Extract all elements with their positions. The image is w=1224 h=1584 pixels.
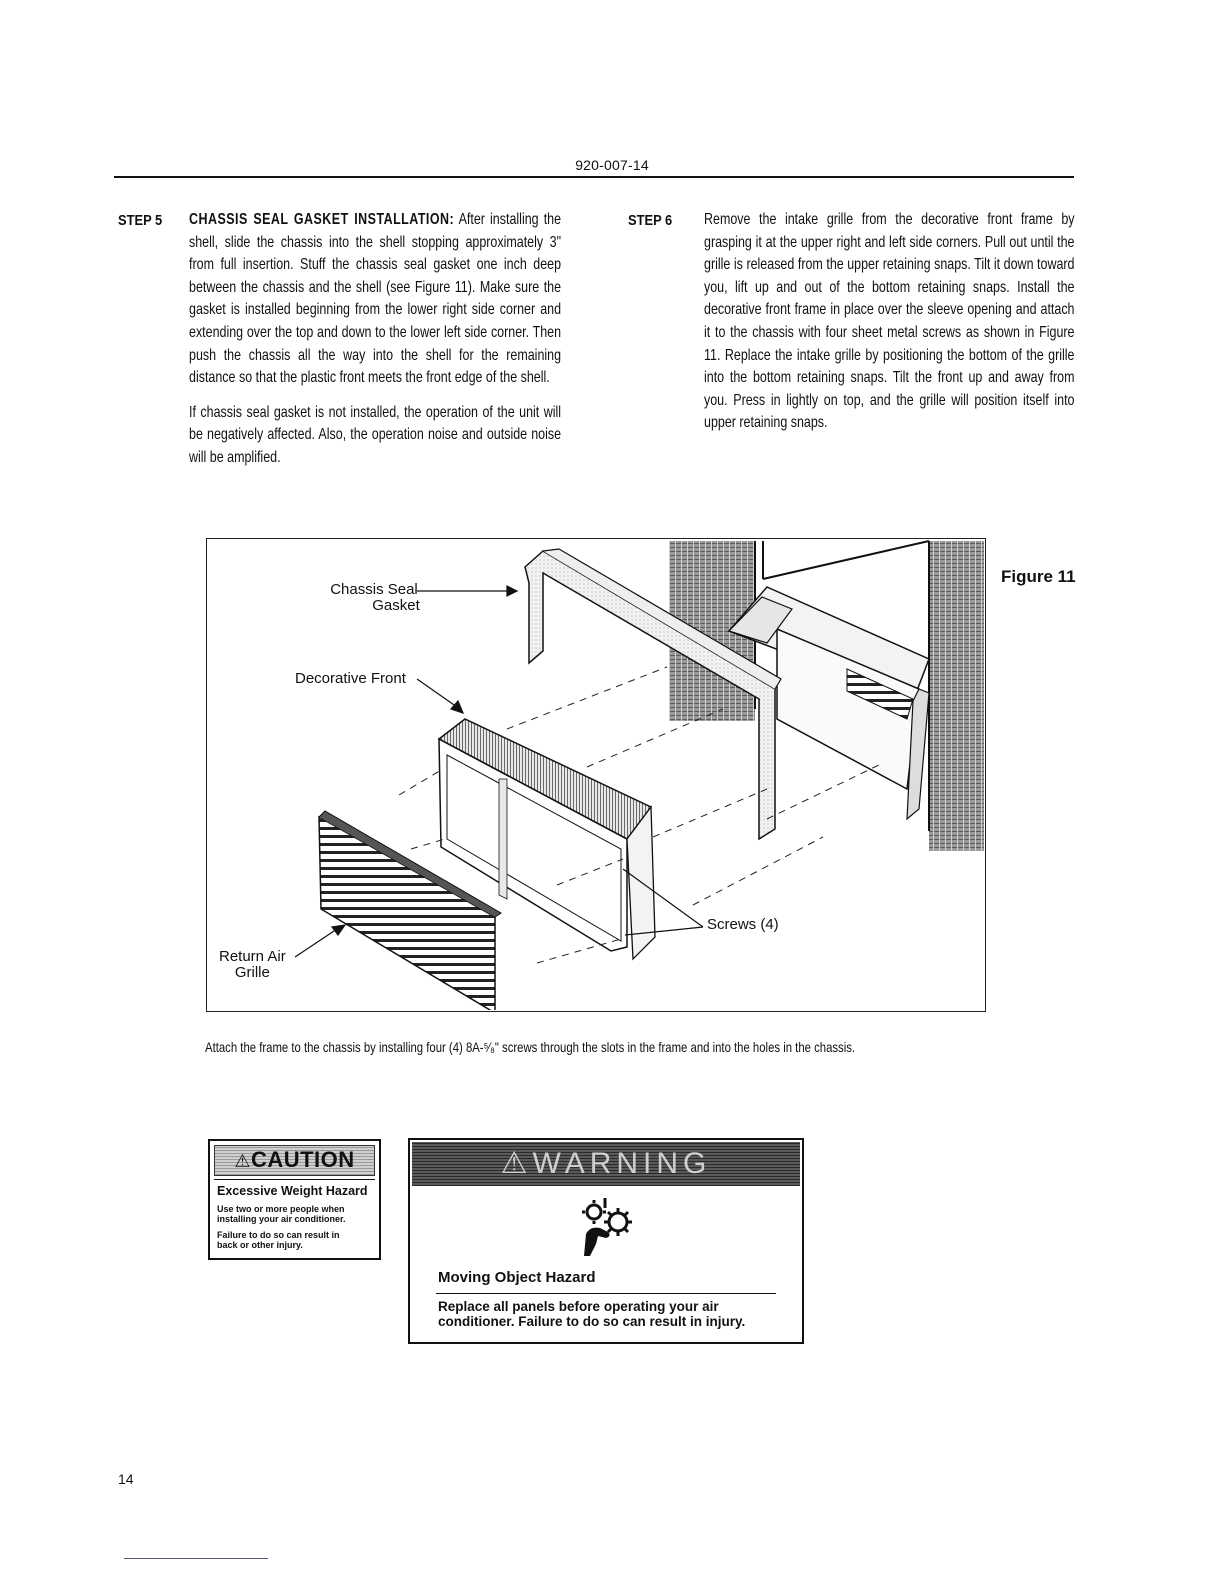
caution-text-line-2: installing your air conditioner. bbox=[217, 1214, 346, 1224]
step-6-text bbox=[704, 209, 1075, 435]
alert-triangle-icon: ⚠ bbox=[500, 1147, 533, 1180]
right-curtain bbox=[929, 541, 984, 851]
step-5-paragraph-1: After installing the shell, slide the chassis into the shell stopping approximately 3" from full insertion. Stuff the chassis seal gasket one inch deep between the chassis and the shell (see Figure 11). Make sure the gasket is installed beginning from the lower right side corner and extending over the top and down to the lower left side corner. Then push the chassis all the way into the shell for the remaining distance so that the plastic front meets the front edge of the shell. bbox=[189, 211, 562, 387]
step-5-text bbox=[189, 209, 561, 470]
document-number: 920-007-14 bbox=[575, 157, 649, 173]
step-5-label: STEP 5 bbox=[118, 212, 163, 229]
step-6-paragraph: Remove the intake grille from the decorative front frame by grasping it at the upper right and left side corners. Pull out until the grille is released from the upper retaining snaps. Tilt it down toward you, lift up and out of the bottom retaining snaps. Install the decorative front frame in place over the sleeve opening and attach it to the chassis with four sheet metal screws as shown in Figure 11. Replace the intake grille by positioning the bottom of the grille into the bottom retaining snaps. Tilt the front up and away from you. Press in lightly on top, and the grille will position itself into upper retaining snaps. bbox=[704, 211, 1075, 432]
figure-label: Figure 11 bbox=[1001, 567, 1076, 586]
warning-title: Moving Object Hazard bbox=[438, 1269, 596, 1286]
callout-screws: Screws (4) bbox=[707, 916, 779, 933]
header-rule bbox=[114, 176, 1074, 178]
warning-label bbox=[408, 1138, 804, 1344]
callout-return-air-grille: Return Air Grille bbox=[219, 948, 286, 981]
figure-11-frame bbox=[206, 538, 986, 1012]
caution-header: ⚠CAUTION bbox=[214, 1145, 375, 1176]
warning-divider bbox=[436, 1293, 776, 1294]
caution-text-line-4: back or other injury. bbox=[217, 1240, 303, 1250]
caution-text-line-3: Failure to do so can result in bbox=[217, 1230, 340, 1240]
page-number: 14 bbox=[118, 1471, 134, 1487]
warning-header: ⚠WARNING bbox=[412, 1142, 800, 1186]
figure-caption: Attach the frame to the chassis by installing four (4) 8A-⁵⁄₈" screws through the slots in the frame and into the holes in the chassis. bbox=[205, 1039, 856, 1055]
callout-chassis-seal-gasket: Chassis Seal Gasket bbox=[330, 581, 420, 614]
callout-decorative-front: Decorative Front bbox=[295, 670, 406, 687]
step-5-paragraph-2: If chassis seal gasket is not installed, the operation of the unit will be negatively affected. Also, the operation noise and outside noise will be amplified. bbox=[189, 403, 562, 466]
footer-rule bbox=[124, 1558, 268, 1559]
caution-text-line-1: Use two or more people when bbox=[217, 1204, 345, 1214]
caution-label bbox=[208, 1139, 381, 1260]
warning-text: Replace all panels before operating your air conditioner. Failure to do so can result in injury. bbox=[438, 1299, 746, 1329]
moving-gears-hand-icon bbox=[578, 1194, 638, 1258]
step-6-label: STEP 6 bbox=[628, 212, 673, 229]
alert-triangle-icon: ⚠ bbox=[234, 1151, 251, 1171]
step-5-title: CHASSIS SEAL GASKET INSTALLATION: bbox=[189, 211, 455, 228]
caution-title: Excessive Weight Hazard bbox=[217, 1184, 368, 1198]
caution-divider bbox=[214, 1179, 375, 1180]
